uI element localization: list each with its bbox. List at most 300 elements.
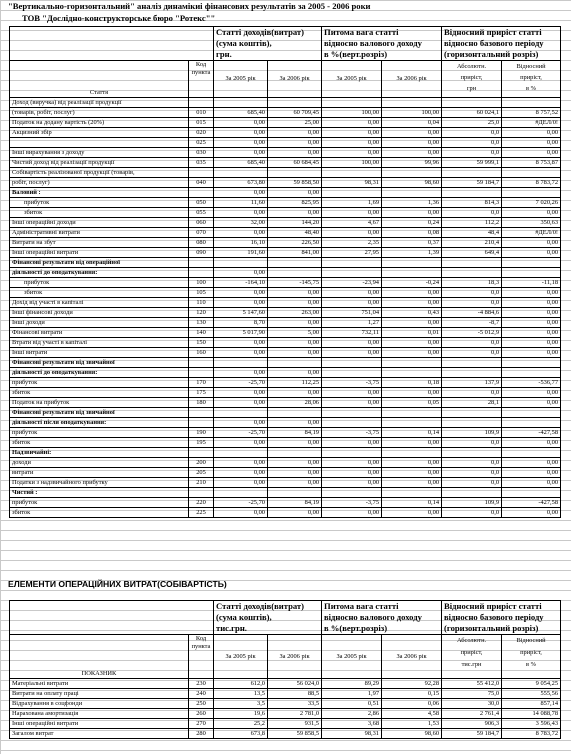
cell-2005[interactable]: 8,70	[214, 318, 268, 328]
table-row[interactable]	[10, 338, 561, 348]
table-row[interactable]	[10, 368, 561, 378]
table-row[interactable]	[10, 228, 561, 238]
cell-rel-growth[interactable]	[502, 448, 561, 458]
cell-abs-growth[interactable]: 2 761,4	[442, 709, 502, 719]
cell-2006[interactable]: 0,00	[268, 128, 322, 138]
cell-code[interactable]: 010	[189, 108, 214, 118]
cell-2006[interactable]	[268, 448, 322, 458]
cell-code[interactable]: 150	[189, 338, 214, 348]
cell-rel-growth[interactable]: -536,77	[502, 378, 561, 388]
cell-2006[interactable]: 0,00	[268, 468, 322, 478]
cell-rel-growth[interactable]: 0,00	[502, 288, 561, 298]
cell-code[interactable]: 205	[189, 468, 214, 478]
cell-article[interactable]: Доход (виручка) від реалізації продукції	[10, 98, 189, 108]
cell-2005[interactable]: 0,00	[214, 228, 268, 238]
cell-rel-growth[interactable]: 0,00	[502, 308, 561, 318]
cell-share-2005[interactable]: 0,00	[322, 148, 382, 158]
cell-rel-growth[interactable]: -427,58	[502, 428, 561, 438]
cell-share-2006[interactable]: 0,15	[382, 689, 442, 699]
cell-share-2005[interactable]: 751,04	[322, 308, 382, 318]
cell-2006[interactable]: 56 024,0	[268, 679, 322, 689]
table-row[interactable]	[10, 378, 561, 388]
cell-2005[interactable]: 0,00	[214, 208, 268, 218]
cell-code[interactable]: 180	[189, 398, 214, 408]
cell-abs-growth[interactable]: 59 999,1	[442, 158, 502, 168]
cell-2006[interactable]: 0,00	[268, 318, 322, 328]
cell-article[interactable]: Інші доходи	[10, 318, 189, 328]
cell-share-2006[interactable]	[382, 488, 442, 498]
cell-code[interactable]: 015	[189, 118, 214, 128]
table-row[interactable]	[10, 719, 561, 729]
cell-code[interactable]: 120	[189, 308, 214, 318]
cell-share-2006[interactable]	[382, 368, 442, 378]
cell-share-2006[interactable]	[382, 358, 442, 368]
cell-rel-growth[interactable]	[502, 98, 561, 108]
table-row[interactable]	[10, 699, 561, 709]
cell-share-2006[interactable]	[382, 448, 442, 458]
cell-share-2005[interactable]	[322, 168, 382, 178]
cell-abs-growth[interactable]: 18,3	[442, 278, 502, 288]
table-row[interactable]	[10, 428, 561, 438]
cell-code[interactable]	[189, 368, 214, 378]
cell-share-2005[interactable]: 0,00	[322, 468, 382, 478]
cell-abs-growth[interactable]: 0,0	[442, 458, 502, 468]
cell-share-2005[interactable]: 732,11	[322, 328, 382, 338]
cell-article[interactable]: Інші операційні витрати	[10, 248, 189, 258]
cell-share-2006[interactable]: 100,00	[382, 108, 442, 118]
cell-2006[interactable]: 28,06	[268, 398, 322, 408]
cell-abs-growth[interactable]	[442, 258, 502, 268]
cell-share-2006[interactable]: 0,08	[382, 228, 442, 238]
cell-abs-growth[interactable]: 0,0	[442, 208, 502, 218]
cell-2006[interactable]: 0,00	[268, 348, 322, 358]
table-row[interactable]	[10, 448, 561, 458]
cell-abs-growth[interactable]	[442, 488, 502, 498]
cell-rel-growth[interactable]: 0,00	[502, 468, 561, 478]
cell-rel-growth[interactable]: 555,56	[502, 689, 561, 699]
cell-abs-growth[interactable]	[442, 188, 502, 198]
cell-abs-growth[interactable]: 0,0	[442, 138, 502, 148]
cell-share-2005[interactable]: 0,00	[322, 348, 382, 358]
cell-code[interactable]: 210	[189, 478, 214, 488]
cell-rel-growth[interactable]	[502, 168, 561, 178]
cell-2005[interactable]: 0,00	[214, 468, 268, 478]
cell-rel-growth[interactable]: 0,00	[502, 438, 561, 448]
cell-abs-growth[interactable]: 0,0	[442, 348, 502, 358]
cell-abs-growth[interactable]: 59 184,7	[442, 729, 502, 739]
table-row[interactable]	[10, 679, 561, 689]
table-row[interactable]	[10, 178, 561, 188]
cell-2006[interactable]: 59 858,5	[268, 729, 322, 739]
cell-2006[interactable]: 59 858,50	[268, 178, 322, 188]
cell-share-2006[interactable]: 0,00	[382, 458, 442, 468]
table-row[interactable]	[10, 468, 561, 478]
cell-share-2005[interactable]: 1,97	[322, 689, 382, 699]
cell-2005[interactable]: 685,40	[214, 158, 268, 168]
cell-share-2006[interactable]: 0,14	[382, 428, 442, 438]
table-row[interactable]	[10, 498, 561, 508]
cell-article[interactable]: Інші операційні доходи	[10, 218, 189, 228]
cell-article[interactable]: Акцизний збір	[10, 128, 189, 138]
cell-rel-growth[interactable]: 0,00	[502, 238, 561, 248]
cell-rel-growth[interactable]: 350,63	[502, 218, 561, 228]
cell-abs-growth[interactable]: 0,0	[442, 128, 502, 138]
table-row[interactable]	[10, 318, 561, 328]
cell-rel-growth[interactable]: 0,00	[502, 148, 561, 158]
cell-share-2005[interactable]: 0,00	[322, 398, 382, 408]
cell-2005[interactable]: 0,00	[214, 348, 268, 358]
cell-rel-growth[interactable]	[502, 488, 561, 498]
cell-rel-growth[interactable]: 0,00	[502, 478, 561, 488]
cell-abs-growth[interactable]: 0,0	[442, 148, 502, 158]
cell-share-2006[interactable]: 0,00	[382, 318, 442, 328]
cell-share-2006[interactable]: 1,36	[382, 198, 442, 208]
cell-abs-growth[interactable]: 0,0	[442, 288, 502, 298]
cell-abs-growth[interactable]	[442, 168, 502, 178]
table-row[interactable]	[10, 278, 561, 288]
cell-code[interactable]	[189, 408, 214, 418]
cell-abs-growth[interactable]	[442, 268, 502, 278]
cell-share-2005[interactable]: -3,75	[322, 428, 382, 438]
table-row[interactable]	[10, 488, 561, 498]
cell-share-2006[interactable]: 98,60	[382, 178, 442, 188]
cell-share-2006[interactable]: 0,00	[382, 478, 442, 488]
cell-article[interactable]: прибуток	[10, 428, 189, 438]
cell-2006[interactable]: 0,00	[268, 298, 322, 308]
cell-code[interactable]	[189, 98, 214, 108]
table-row[interactable]	[10, 188, 561, 198]
cell-share-2005[interactable]: 4,67	[322, 218, 382, 228]
cell-2005[interactable]: 612,0	[214, 679, 268, 689]
cell-code[interactable]: 080	[189, 238, 214, 248]
cell-article[interactable]: Податок на прибуток	[10, 398, 189, 408]
cell-2006[interactable]: 0,00	[268, 418, 322, 428]
cell-rel-growth[interactable]	[502, 358, 561, 368]
cell-abs-growth[interactable]: 109,9	[442, 428, 502, 438]
cell-article[interactable]: Валовий :	[10, 188, 189, 198]
cell-share-2006[interactable]: 0,00	[382, 508, 442, 518]
cell-2005[interactable]: 0,00	[214, 268, 268, 278]
cell-2005[interactable]: 685,40	[214, 108, 268, 118]
cell-share-2005[interactable]: 0,00	[322, 508, 382, 518]
cell-rel-growth[interactable]: 0,00	[502, 318, 561, 328]
cell-code[interactable]: 055	[189, 208, 214, 218]
cell-2006[interactable]: 60 684,45	[268, 158, 322, 168]
cell-code[interactable]	[189, 168, 214, 178]
cell-2005[interactable]: 5 147,60	[214, 308, 268, 318]
cell-code[interactable]	[189, 418, 214, 428]
cell-code[interactable]: 140	[189, 328, 214, 338]
table-row[interactable]	[10, 168, 561, 178]
cell-article[interactable]: Фінансові результати від операційної	[10, 258, 189, 268]
cell-article[interactable]: Фінансові результати від звичайної	[10, 408, 189, 418]
cell-rel-growth[interactable]: 8 783,72	[502, 178, 561, 188]
cell-2005[interactable]: 0,00	[214, 388, 268, 398]
cell-abs-growth[interactable]	[442, 98, 502, 108]
table-row[interactable]	[10, 729, 561, 739]
table-row[interactable]	[10, 218, 561, 228]
cell-code[interactable]: 160	[189, 348, 214, 358]
cell-2006[interactable]: 0,00	[268, 508, 322, 518]
cell-share-2005[interactable]	[322, 448, 382, 458]
cell-share-2006[interactable]: 0,00	[382, 388, 442, 398]
cell-code[interactable]: 030	[189, 148, 214, 158]
cell-2005[interactable]: -25,70	[214, 428, 268, 438]
cell-2005[interactable]: 0,00	[214, 288, 268, 298]
cell-2005[interactable]	[214, 168, 268, 178]
cell-rel-growth[interactable]: 0,00	[502, 508, 561, 518]
cell-share-2005[interactable]	[322, 488, 382, 498]
cell-article[interactable]: Відрахування в соцфонди	[10, 699, 189, 709]
cell-abs-growth[interactable]: 112,2	[442, 218, 502, 228]
cell-abs-growth[interactable]: 814,3	[442, 198, 502, 208]
cell-2005[interactable]: 5 017,90	[214, 328, 268, 338]
cell-code[interactable]: 110	[189, 298, 214, 308]
cell-2006[interactable]: 0,00	[268, 208, 322, 218]
cell-2005[interactable]: 0,00	[214, 458, 268, 468]
cell-share-2006[interactable]: 98,60	[382, 729, 442, 739]
cell-article[interactable]: Чистий доход від реалізації продукції	[10, 158, 189, 168]
cell-code[interactable]: 090	[189, 248, 214, 258]
cell-rel-growth[interactable]: 0,00	[502, 128, 561, 138]
cell-2005[interactable]: -164,10	[214, 278, 268, 288]
cell-article[interactable]: діяльності до оподаткування:	[10, 268, 189, 278]
cell-code[interactable]: 070	[189, 228, 214, 238]
cell-code[interactable]	[189, 488, 214, 498]
cell-article[interactable]: витрати	[10, 468, 189, 478]
cell-abs-growth[interactable]: 906,3	[442, 719, 502, 729]
cell-2005[interactable]: 0,00	[214, 298, 268, 308]
cell-share-2005[interactable]: 27,95	[322, 248, 382, 258]
cell-share-2005[interactable]: 0,00	[322, 298, 382, 308]
cell-article[interactable]: Матеріальні витрати	[10, 679, 189, 689]
cell-rel-growth[interactable]: 0,00	[502, 298, 561, 308]
cell-share-2006[interactable]: 0,00	[382, 128, 442, 138]
cell-code[interactable]: 035	[189, 158, 214, 168]
cell-article[interactable]: (товарів, робіт, послуг)	[10, 108, 189, 118]
cell-share-2005[interactable]: 100,00	[322, 158, 382, 168]
cell-code[interactable]: 260	[189, 709, 214, 719]
cell-share-2005[interactable]	[322, 418, 382, 428]
cell-2006[interactable]: 0,00	[268, 368, 322, 378]
cell-2005[interactable]: 0,00	[214, 118, 268, 128]
cell-share-2005[interactable]	[322, 188, 382, 198]
cell-abs-growth[interactable]	[442, 368, 502, 378]
table-row[interactable]	[10, 98, 561, 108]
cell-2005[interactable]: -25,70	[214, 498, 268, 508]
cell-article[interactable]: прибуток	[10, 198, 189, 208]
cell-share-2006[interactable]	[382, 188, 442, 198]
table-row[interactable]	[10, 208, 561, 218]
cell-abs-growth[interactable]: 0,0	[442, 508, 502, 518]
cell-2006[interactable]	[268, 268, 322, 278]
cell-article[interactable]: Нарахована амортизація	[10, 709, 189, 719]
cell-rel-growth[interactable]: 857,14	[502, 699, 561, 709]
cell-share-2006[interactable]: 99,96	[382, 158, 442, 168]
cell-code[interactable]: 050	[189, 198, 214, 208]
cell-rel-growth[interactable]: -427,58	[502, 498, 561, 508]
table-row[interactable]	[10, 268, 561, 278]
cell-2006[interactable]: 84,19	[268, 498, 322, 508]
cell-share-2006[interactable]: 0,00	[382, 438, 442, 448]
cell-code[interactable]: 195	[189, 438, 214, 448]
cell-article[interactable]: збиток	[10, 288, 189, 298]
cell-2006[interactable]: 5,00	[268, 328, 322, 338]
cell-2005[interactable]: 673,80	[214, 178, 268, 188]
table-row[interactable]	[10, 358, 561, 368]
cell-article[interactable]: Дохід від участі в капіталі	[10, 298, 189, 308]
cell-rel-growth[interactable]: 0,00	[502, 348, 561, 358]
cell-code[interactable]: 060	[189, 218, 214, 228]
cell-article[interactable]: Адміністративні витрати	[10, 228, 189, 238]
cell-rel-growth[interactable]: -11,18	[502, 278, 561, 288]
cell-2006[interactable]: 0,00	[268, 478, 322, 488]
cell-share-2006[interactable]: 0,01	[382, 328, 442, 338]
cell-share-2006[interactable]: 92,28	[382, 679, 442, 689]
cell-2005[interactable]	[214, 258, 268, 268]
cell-abs-growth[interactable]: 0,0	[442, 438, 502, 448]
table-row[interactable]	[10, 508, 561, 518]
cell-2005[interactable]: 191,60	[214, 248, 268, 258]
cell-code[interactable]	[189, 358, 214, 368]
cell-abs-growth[interactable]	[442, 418, 502, 428]
cell-share-2006[interactable]: 0,24	[382, 218, 442, 228]
cell-share-2005[interactable]	[322, 258, 382, 268]
cell-2005[interactable]: 0,00	[214, 508, 268, 518]
cell-share-2005[interactable]: 0,00	[322, 128, 382, 138]
cell-share-2006[interactable]	[382, 168, 442, 178]
cell-abs-growth[interactable]: 0,0	[442, 478, 502, 488]
cell-share-2005[interactable]: 0,00	[322, 478, 382, 488]
cell-2006[interactable]: 0,00	[268, 148, 322, 158]
cell-rel-growth[interactable]: #ДЕЛ/0!	[502, 118, 561, 128]
cell-share-2006[interactable]: 0,04	[382, 118, 442, 128]
cell-code[interactable]: 170	[189, 378, 214, 388]
cell-share-2006[interactable]: 0,00	[382, 298, 442, 308]
cell-2006[interactable]: 33,5	[268, 699, 322, 709]
cell-abs-growth[interactable]	[442, 358, 502, 368]
cell-share-2005[interactable]: 0,00	[322, 288, 382, 298]
cell-2006[interactable]: 0,00	[268, 388, 322, 398]
cell-rel-growth[interactable]	[502, 268, 561, 278]
cell-2006[interactable]: 0,00	[268, 188, 322, 198]
table-row[interactable]	[10, 348, 561, 358]
cell-rel-growth[interactable]: 0,00	[502, 328, 561, 338]
table-row[interactable]	[10, 408, 561, 418]
cell-article[interactable]: прибуток	[10, 278, 189, 288]
cell-2006[interactable]	[268, 98, 322, 108]
cell-article[interactable]: Витрати на збут	[10, 238, 189, 248]
cell-2005[interactable]: 0,00	[214, 138, 268, 148]
table-row[interactable]	[10, 198, 561, 208]
cell-code[interactable]: 240	[189, 689, 214, 699]
table-row[interactable]	[10, 438, 561, 448]
cell-share-2006[interactable]	[382, 418, 442, 428]
cell-share-2006[interactable]: 0,37	[382, 238, 442, 248]
cell-article[interactable]: Інші вирахування з доходу	[10, 148, 189, 158]
cell-code[interactable]: 200	[189, 458, 214, 468]
cell-2006[interactable]: 2 781,0	[268, 709, 322, 719]
cell-2006[interactable]: 144,20	[268, 218, 322, 228]
cell-share-2005[interactable]: 3,68	[322, 719, 382, 729]
cell-abs-growth[interactable]: 75,0	[442, 689, 502, 699]
table-row[interactable]	[10, 388, 561, 398]
cell-2005[interactable]: 3,5	[214, 699, 268, 709]
cell-share-2005[interactable]: 0,00	[322, 438, 382, 448]
cell-abs-growth[interactable]: 0,0	[442, 468, 502, 478]
cell-share-2006[interactable]: 0,18	[382, 378, 442, 388]
cell-code[interactable]: 220	[189, 498, 214, 508]
cell-rel-growth[interactable]: 0,00	[502, 398, 561, 408]
table-row[interactable]	[10, 108, 561, 118]
table-row[interactable]	[10, 308, 561, 318]
cell-code[interactable]	[189, 448, 214, 458]
cell-2005[interactable]: 0,00	[214, 418, 268, 428]
table-row[interactable]	[10, 158, 561, 168]
table-row[interactable]	[10, 118, 561, 128]
cell-share-2006[interactable]: 0,05	[382, 398, 442, 408]
cell-2005[interactable]	[214, 488, 268, 498]
cell-share-2005[interactable]	[322, 368, 382, 378]
cell-share-2005[interactable]: 0,00	[322, 338, 382, 348]
table-row[interactable]	[10, 138, 561, 148]
cell-2005[interactable]: 0,00	[214, 368, 268, 378]
cell-2005[interactable]: 0,00	[214, 128, 268, 138]
cell-article[interactable]: Фінансові витрати	[10, 328, 189, 338]
cell-2005[interactable]	[214, 98, 268, 108]
cell-share-2005[interactable]: 98,31	[322, 178, 382, 188]
cell-article[interactable]: Фінансові результати від звичайної	[10, 358, 189, 368]
cell-2006[interactable]: 88,5	[268, 689, 322, 699]
cell-article[interactable]: збиток	[10, 208, 189, 218]
cell-abs-growth[interactable]: 0,0	[442, 338, 502, 348]
cell-rel-growth[interactable]: 7 020,26	[502, 198, 561, 208]
cell-share-2006[interactable]	[382, 408, 442, 418]
cell-rel-growth[interactable]: 9 054,25	[502, 679, 561, 689]
cell-abs-growth[interactable]: 25,0	[442, 118, 502, 128]
cell-share-2005[interactable]: 0,00	[322, 458, 382, 468]
cell-share-2005[interactable]: 0,00	[322, 118, 382, 128]
cell-2005[interactable]: 0,00	[214, 478, 268, 488]
cell-rel-growth[interactable]	[502, 188, 561, 198]
cell-rel-growth[interactable]: 8 757,52	[502, 108, 561, 118]
cell-2005[interactable]	[214, 408, 268, 418]
cell-share-2006[interactable]: -0,24	[382, 278, 442, 288]
cell-abs-growth[interactable]: 649,4	[442, 248, 502, 258]
cell-code[interactable]: 250	[189, 699, 214, 709]
cell-article[interactable]: Інші операційні витрати	[10, 719, 189, 729]
table-row[interactable]	[10, 288, 561, 298]
cell-code[interactable]	[189, 188, 214, 198]
cell-share-2005[interactable]	[322, 268, 382, 278]
cell-article[interactable]: збиток	[10, 508, 189, 518]
cell-rel-growth[interactable]	[502, 368, 561, 378]
cell-2006[interactable]: 0,00	[268, 438, 322, 448]
cell-share-2006[interactable]: 0,00	[382, 148, 442, 158]
cell-share-2005[interactable]: 100,00	[322, 108, 382, 118]
table-row[interactable]	[10, 238, 561, 248]
cell-abs-growth[interactable]: 210,4	[442, 238, 502, 248]
cell-abs-growth[interactable]: 59 184,7	[442, 178, 502, 188]
cell-article[interactable]: збиток	[10, 388, 189, 398]
cell-share-2006[interactable]: 0,00	[382, 288, 442, 298]
cell-article[interactable]: Надзвичайні:	[10, 448, 189, 458]
cell-2006[interactable]: 112,25	[268, 378, 322, 388]
cell-2006[interactable]: 0,00	[268, 288, 322, 298]
cell-2005[interactable]: 0,00	[214, 148, 268, 158]
cell-rel-growth[interactable]: 8 753,87	[502, 158, 561, 168]
cell-2005[interactable]	[214, 448, 268, 458]
